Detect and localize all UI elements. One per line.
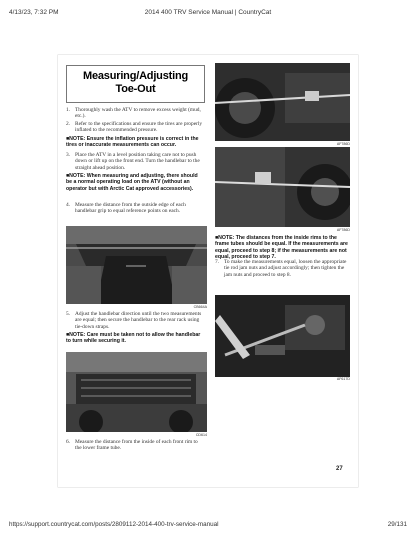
manual-page: Measuring/Adjusting Toe-Out 1. Thoroughly wash the ATV to remove excess weight (mud, etc.). 2. Refer to the specifications and ensure the tires are properly inflated to the recommended pressure. ■NOTE: Ensure the inflation pressure is correct in the tires or inaccurate measurements can occur. 3. Place the ATV in a level position taking care not to push down or lift up on the front end. Turn the handlebar to the straight ahead position. ■NOTE: When measuring and adjusting, there should be a normal operating load on the ATV (without an operator but with Arctic Cat approved accessories). 4. Measure the distance from the outside edge of each handlebar grip to equal reference points on each. CB664A 5. Adjust the handlebar direction until the two measurements are equal; then secure the handlebar to the rear rack using tie-down straps. ■NOTE: Care must be taken not to allow the handlebar to turn while securing it. CD614 6. Measure the distance from the inside of each front rim to the lower frame tube. AF786D AF786D ■NOTE: The distances from the inside rims to the frame tubes should be equal. If the measurements are equal, proceed to step 8; if the measurements are not equal, proceed to step 7. 7. To make the measurements equal, loosen the appropriate tie rod jam nuts and adjust accordingly; then tighten the jam nuts and proceed to step 8. AF617D 27: [58, 55, 358, 487]
browser-print-header: [0, 0, 416, 22]
section-title-box: [66, 65, 205, 103]
section-title-line2: Toe-Out: [115, 83, 156, 95]
note-inflation: ■NOTE: Ensure the inflation pressure is correct in the tires or inaccurate measurements can occur.: [66, 136, 199, 149]
rim-photo-1-illustration: [215, 63, 350, 141]
figure-rear-rack: [66, 352, 207, 432]
print-timestamp: 4/13/23, 7:32 PM: [9, 9, 59, 16]
browser-print-footer: [0, 519, 416, 533]
print-page-counter: 29/131: [387, 521, 407, 528]
note-equal-distances: ■NOTE: The distances from the inside rims to the frame tubes should be equal. If the measurements are equal, proceed to step 8; if the measurements are not equal, proceed to step 7.: [215, 235, 348, 260]
print-url: https://support.countrycat.com/posts/2809112-2014-400-trv-service-manual: [9, 521, 219, 528]
figure-caption-handlebar: CB664A: [193, 305, 207, 309]
figure-rim-measure-1: [215, 63, 350, 141]
print-page-title: 2014 400 TRV Service Manual | CountryCat: [144, 9, 272, 16]
figure-caption-rim-1: AF786D: [336, 142, 350, 146]
tie-rod-photo-illustration: [215, 295, 350, 377]
section-title-line1: Measuring/Adjusting: [83, 70, 188, 82]
rear-rack-photo-illustration: [66, 352, 207, 432]
page-number: 27: [336, 466, 343, 472]
figure-tie-rod: [215, 295, 350, 377]
rim-photo-2-illustration: [215, 147, 350, 227]
note-operating-load: ■NOTE: When measuring and adjusting, there should be a normal operating load on the ATV (without an operator but with Arctic Cat approved accessories).: [66, 173, 198, 192]
figure-handlebar-measure: [66, 226, 207, 304]
handlebar-photo-illustration: [66, 226, 207, 304]
note-handlebar-turn: ■NOTE: Care must be taken not to allow the handlebar to turn while securing it.: [66, 332, 201, 345]
figure-caption-rear-rack: CD614: [195, 433, 207, 437]
figure-caption-rim-2: AF786D: [336, 228, 350, 232]
figure-caption-tie-rod: AF617D: [336, 377, 350, 381]
figure-rim-measure-2: [215, 147, 350, 227]
